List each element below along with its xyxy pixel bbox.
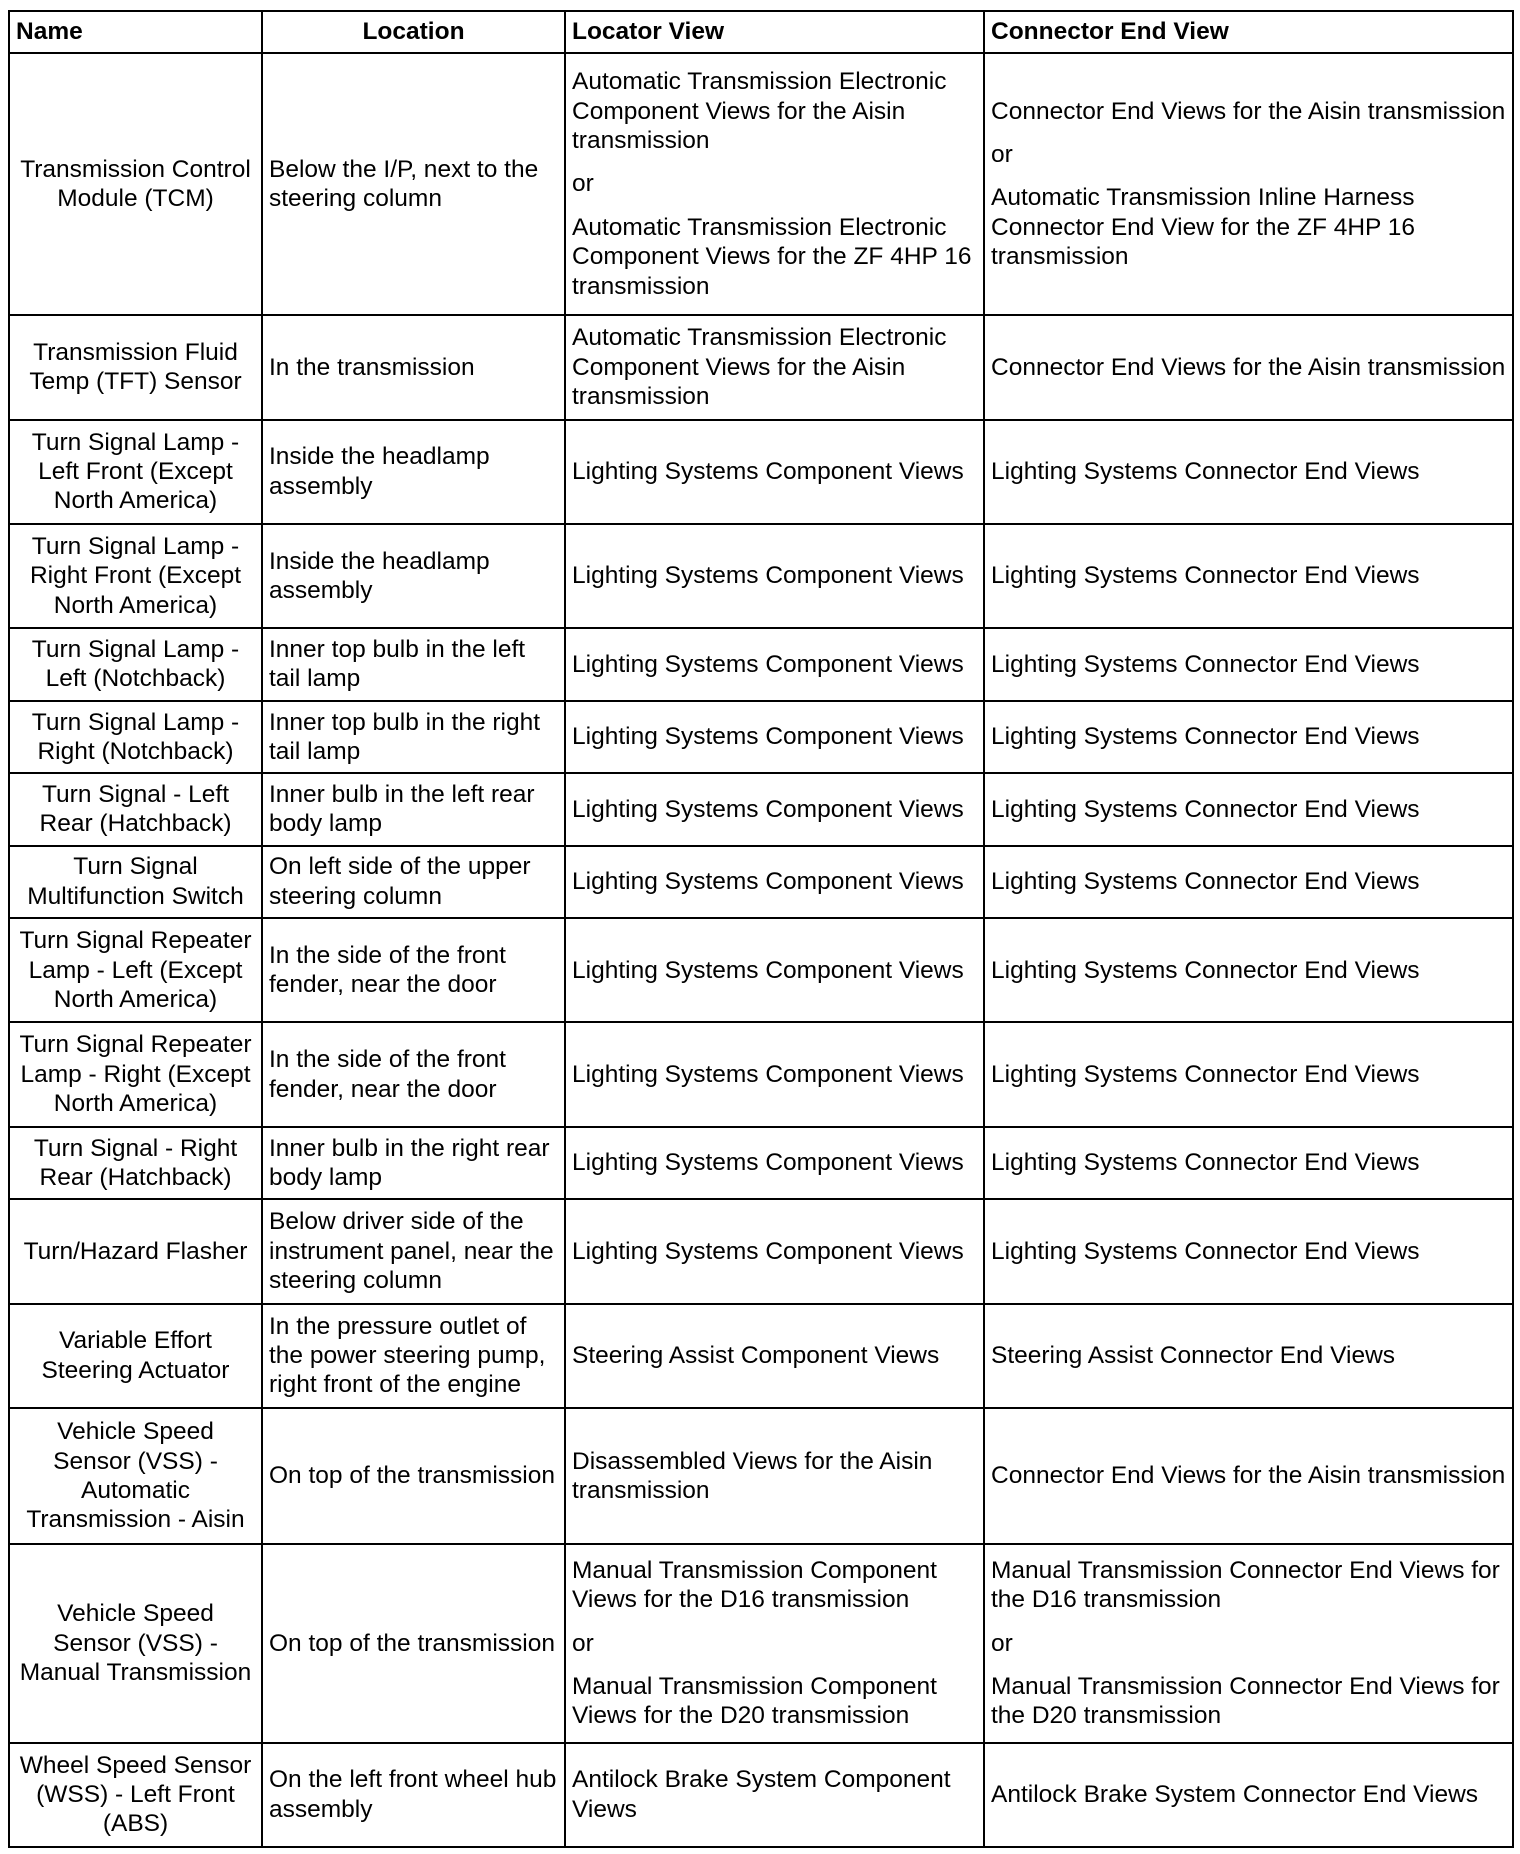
- locator-view-link: Lighting Systems Component Views: [572, 1237, 964, 1265]
- locator-view-link: Automatic Transmission Electronic Component Views for the Aisin transmission: [572, 68, 947, 155]
- table-row: [9, 53, 1513, 315]
- locator-view-link: Automatic Transmission Electronic Component Views for the Aisin transmission: [572, 324, 947, 411]
- cell-locator-view: [565, 315, 984, 419]
- locator-view-link: Lighting Systems Component Views: [572, 868, 964, 896]
- cell-location: In the side of the front fender, near the door: [262, 918, 565, 1022]
- table-row: [9, 1022, 1513, 1126]
- header-locator-view: Locator View: [565, 11, 984, 53]
- or-separator: or: [991, 141, 1013, 169]
- connector-end-view-link: Manual Transmission Connector End Views for the D16 transmission: [991, 1556, 1500, 1614]
- cell-connector-end-view: [984, 1304, 1513, 1408]
- cell-location: In the transmission: [262, 315, 565, 419]
- table-row: [9, 1743, 1513, 1847]
- locator-view-link: Lighting Systems Component Views: [572, 1149, 964, 1177]
- cell-locator-view: [565, 53, 984, 315]
- cell-location: Inside the headlamp assembly: [262, 524, 565, 628]
- connector-end-view-link: Connector End Views for the Aisin transmission: [991, 1462, 1506, 1490]
- connector-end-view-link: Lighting Systems Connector End Views: [991, 795, 1420, 823]
- cell-location: Inner top bulb in the right tail lamp: [262, 701, 565, 773]
- locator-view-link: Lighting Systems Component Views: [572, 956, 964, 984]
- cell-locator-view: [565, 524, 984, 628]
- connector-end-view-link: Lighting Systems Connector End Views: [991, 562, 1420, 590]
- table-row: [9, 918, 1513, 1022]
- cell-name: Transmission Control Module (TCM): [9, 53, 262, 315]
- cell-name: Turn Signal Repeater Lamp - Right (Except North America): [9, 1022, 262, 1126]
- cell-locator-view: [565, 773, 984, 845]
- cell-connector-end-view: [984, 420, 1513, 524]
- table-row: [9, 1304, 1513, 1408]
- cell-connector-end-view: [984, 846, 1513, 918]
- cell-connector-end-view: [984, 773, 1513, 845]
- cell-name: Turn Signal Lamp - Right (Notchback): [9, 701, 262, 773]
- locator-view-link: Automatic Transmission Electronic Component Views for the ZF 4HP 16 transmission: [572, 213, 972, 300]
- connector-end-view-link: Manual Transmission Connector End Views for the D20 transmission: [991, 1672, 1500, 1730]
- header-location: Location: [262, 11, 565, 53]
- cell-connector-end-view: [984, 315, 1513, 419]
- cell-location: On top of the transmission: [262, 1408, 565, 1544]
- locator-view-link: Lighting Systems Component Views: [572, 650, 964, 678]
- locator-view-link: Lighting Systems Component Views: [572, 562, 964, 590]
- cell-connector-end-view: [984, 53, 1513, 315]
- connector-end-view-link: Lighting Systems Connector End Views: [991, 1149, 1420, 1177]
- table-body: [9, 53, 1513, 1847]
- cell-locator-view: [565, 846, 984, 918]
- cell-name: Turn Signal Repeater Lamp - Left (Except North America): [9, 918, 262, 1022]
- table-row: [9, 701, 1513, 773]
- cell-name: Turn Signal Lamp - Right Front (Except North America): [9, 524, 262, 628]
- cell-location: Inner bulb in the right rear body lamp: [262, 1127, 565, 1199]
- table-row: [9, 524, 1513, 628]
- cell-name: Turn Signal - Right Rear (Hatchback): [9, 1127, 262, 1199]
- cell-locator-view: [565, 1544, 984, 1742]
- cell-connector-end-view: [984, 1199, 1513, 1303]
- cell-location: On the left front wheel hub assembly: [262, 1743, 565, 1847]
- locator-view-link: Manual Transmission Component Views for the D16 transmission: [572, 1556, 937, 1614]
- connector-end-view-link: Automatic Transmission Inline Harness Connector End View for the ZF 4HP 16 transmission: [991, 184, 1415, 271]
- connector-end-view-link: Connector End Views for the Aisin transmission: [991, 353, 1506, 381]
- or-separator: or: [991, 1629, 1013, 1657]
- or-separator: or: [572, 1629, 594, 1657]
- header-connector-end-view: Connector End View: [984, 11, 1513, 53]
- connector-end-view-link: Lighting Systems Connector End Views: [991, 956, 1420, 984]
- table-row: [9, 1544, 1513, 1742]
- connector-end-view-link: Lighting Systems Connector End Views: [991, 868, 1420, 896]
- cell-connector-end-view: [984, 628, 1513, 700]
- cell-connector-end-view: [984, 1743, 1513, 1847]
- cell-locator-view: [565, 1408, 984, 1544]
- cell-name: Turn Signal Lamp - Left Front (Except North America): [9, 420, 262, 524]
- table-row: [9, 315, 1513, 419]
- header-name: Name: [9, 11, 262, 53]
- connector-end-view-link: Connector End Views for the Aisin transmission: [991, 97, 1506, 125]
- locator-view-link: Lighting Systems Component Views: [572, 1060, 964, 1088]
- cell-connector-end-view: [984, 1022, 1513, 1126]
- table-row: [9, 420, 1513, 524]
- cell-locator-view: [565, 1304, 984, 1408]
- cell-locator-view: [565, 1199, 984, 1303]
- cell-name: Vehicle Speed Sensor (VSS) - Manual Transmission: [9, 1544, 262, 1742]
- cell-name: Variable Effort Steering Actuator: [9, 1304, 262, 1408]
- table-row: [9, 846, 1513, 918]
- cell-location: Below the I/P, next to the steering column: [262, 53, 565, 315]
- cell-location: On top of the transmission: [262, 1544, 565, 1742]
- cell-name: Turn/Hazard Flasher: [9, 1199, 262, 1303]
- locator-view-link: Disassembled Views for the Aisin transmission: [572, 1447, 933, 1504]
- cell-name: Wheel Speed Sensor (WSS) - Left Front (ABS): [9, 1743, 262, 1847]
- cell-locator-view: [565, 628, 984, 700]
- cell-connector-end-view: [984, 701, 1513, 773]
- cell-locator-view: [565, 1022, 984, 1126]
- cell-connector-end-view: [984, 918, 1513, 1022]
- connector-end-view-link: Lighting Systems Connector End Views: [991, 458, 1420, 486]
- component-locator-table-container: [8, 10, 1512, 1848]
- connector-end-view-link: Antilock Brake System Connector End Views: [991, 1781, 1479, 1809]
- cell-location: Inner bulb in the left rear body lamp: [262, 773, 565, 845]
- cell-locator-view: [565, 1127, 984, 1199]
- cell-location: Inner top bulb in the left tail lamp: [262, 628, 565, 700]
- table-row: [9, 628, 1513, 700]
- table-header-row: [9, 11, 1513, 53]
- cell-location: In the side of the front fender, near the door: [262, 1022, 565, 1126]
- connector-end-view-link: Lighting Systems Connector End Views: [991, 650, 1420, 678]
- cell-locator-view: [565, 701, 984, 773]
- cell-name: Vehicle Speed Sensor (VSS) - Automatic Transmission - Aisin: [9, 1408, 262, 1544]
- table-row: [9, 773, 1513, 845]
- connector-end-view-link: Lighting Systems Connector End Views: [991, 723, 1420, 751]
- locator-view-link: Lighting Systems Component Views: [572, 795, 964, 823]
- cell-location: Below driver side of the instrument panel, near the steering column: [262, 1199, 565, 1303]
- connector-end-view-link: Lighting Systems Connector End Views: [991, 1060, 1420, 1088]
- cell-connector-end-view: [984, 524, 1513, 628]
- cell-connector-end-view: [984, 1127, 1513, 1199]
- cell-name: Transmission Fluid Temp (TFT) Sensor: [9, 315, 262, 419]
- locator-view-link: Steering Assist Component Views: [572, 1341, 940, 1369]
- cell-locator-view: [565, 918, 984, 1022]
- cell-name: Turn Signal Lamp - Left (Notchback): [9, 628, 262, 700]
- cell-locator-view: [565, 420, 984, 524]
- or-separator: or: [572, 170, 594, 198]
- table-row: [9, 1199, 1513, 1303]
- connector-end-view-link: Lighting Systems Connector End Views: [991, 1237, 1420, 1265]
- locator-view-link: Lighting Systems Component Views: [572, 458, 964, 486]
- cell-name: Turn Signal - Left Rear (Hatchback): [9, 773, 262, 845]
- table-row: [9, 1408, 1513, 1544]
- cell-connector-end-view: [984, 1408, 1513, 1544]
- connector-end-view-link: Steering Assist Connector End Views: [991, 1341, 1396, 1369]
- cell-location: On left side of the upper steering column: [262, 846, 565, 918]
- locator-view-link: Lighting Systems Component Views: [572, 723, 964, 751]
- cell-connector-end-view: [984, 1544, 1513, 1742]
- locator-view-link: Antilock Brake System Component Views: [572, 1766, 951, 1823]
- table-row: [9, 1127, 1513, 1199]
- cell-location: In the pressure outlet of the power steering pump, right front of the engine: [262, 1304, 565, 1408]
- component-locator-table: [8, 10, 1514, 1848]
- locator-view-link: Manual Transmission Component Views for the D20 transmission: [572, 1672, 937, 1730]
- cell-location: Inside the headlamp assembly: [262, 420, 565, 524]
- cell-name: Turn Signal Multifunction Switch: [9, 846, 262, 918]
- cell-locator-view: [565, 1743, 984, 1847]
